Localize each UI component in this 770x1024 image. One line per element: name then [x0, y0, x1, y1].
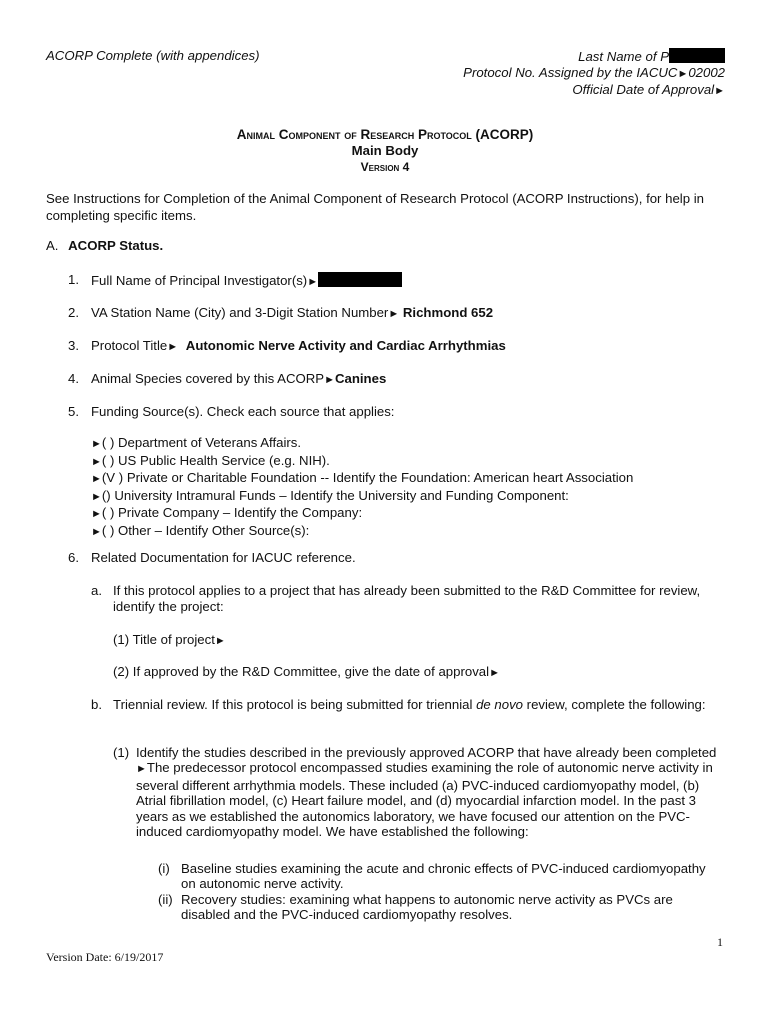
- list-item-number: (i): [158, 861, 170, 876]
- item-2-label: VA Station Name (City) and 3-Digit Station Number: [91, 305, 389, 320]
- arrow-icon: ►: [307, 276, 319, 288]
- document-title: [0, 127, 770, 175]
- sub-a-text: If this protocol applies to a project that has already been submitted to the R&D Committee for review, identify the project:: [113, 583, 701, 614]
- arrow-icon: ►: [388, 308, 400, 320]
- sub-b-letter: b.: [91, 697, 102, 712]
- funding-text: Private or Charitable Foundation -- Identify the Foundation: American heart Association: [126, 470, 634, 486]
- item-1: [91, 272, 402, 290]
- section-letter: A.: [46, 238, 59, 253]
- funding-text: US Public Health Service (e.g. NIH).: [118, 452, 330, 468]
- funding-checkbox[interactable]: ( ): [101, 522, 115, 538]
- sub-a-q1: [113, 632, 226, 649]
- arrow-icon: ►: [91, 455, 102, 468]
- title-line-1: Animal Component of Research Protocol (ACORP): [236, 127, 534, 142]
- item-6-number: 6.: [68, 550, 79, 565]
- header-protocol-info: [463, 48, 725, 99]
- list-item: Baseline studies examining the acute and chronic effects of PVC-induced cardiomyopathy on autonomic nerve activity.: [181, 861, 706, 892]
- q-text: Title of project: [132, 632, 215, 647]
- arrow-icon: ►: [714, 85, 725, 97]
- item-4-number: 4.: [68, 371, 79, 386]
- q-text: If approved by the R&D Committee, give the date of approval: [132, 664, 490, 679]
- item-5-label: Funding Source(s). Check each source that applies:: [91, 404, 395, 419]
- q1-answer-text: The predecessor protocol encompassed studies examining the role of autonomic nerve activity in several different arrhythmia models. These included (a) PVC-induced cardiomyopathy model, (b) Atrial fibrillation model, (c) Heart failure model, and (d) myocardial infarction model. In the past 3 years as we established the autonomics laboratory, we have focused our attention on the PVC-induced cardiomyopathy model. We have established the following:: [136, 760, 713, 840]
- sub-b-q1: [136, 745, 726, 839]
- arrow-icon: ►: [214, 635, 226, 647]
- intro-paragraph: See Instructions for Completion of the Animal Component of Research Protocol (ACORP Instructions), for help in completing specific items.: [46, 191, 704, 223]
- funding-item: [91, 453, 633, 471]
- title-line-3: Version 4: [360, 160, 410, 174]
- arrow-icon: ►: [324, 374, 335, 386]
- item-2: [91, 305, 493, 322]
- arrow-icon: ►: [91, 508, 102, 521]
- arrow-icon: ►: [91, 473, 102, 486]
- q-number: (2): [113, 664, 130, 679]
- last-name-label: Last Name of P: [578, 49, 669, 64]
- item-2-number: 2.: [68, 305, 79, 320]
- funding-text: Private Company – Identify the Company:: [118, 505, 363, 521]
- item-3-value: Autonomic Nerve Activity and Cardiac Arrhythmias: [185, 338, 506, 353]
- arrow-icon: ►: [677, 68, 689, 80]
- funding-checkbox[interactable]: (V ): [101, 470, 124, 486]
- item-1-number: 1.: [68, 272, 79, 287]
- item-4-label: Animal Species covered by this ACORP: [91, 371, 325, 386]
- item-4-value: Canines: [334, 371, 387, 386]
- sub-b-q1-number: (1): [113, 745, 130, 760]
- funding-item: [91, 470, 633, 488]
- item-3-number: 3.: [68, 338, 79, 353]
- sub-b-text: Triennial review. If this protocol is being submitted for triennial de novo review, complete the following:: [113, 697, 706, 712]
- arrow-icon: ►: [489, 667, 500, 679]
- sub-a-letter: a.: [91, 583, 102, 598]
- funding-checkbox[interactable]: ( ): [101, 505, 115, 521]
- arrow-icon: ►: [167, 341, 179, 353]
- arrow-icon: ►: [91, 525, 102, 538]
- title-line-2: Main Body: [351, 143, 419, 158]
- funding-text: University Intramural Funds – Identify the University and Funding Component:: [114, 487, 569, 503]
- list-item-number: (ii): [158, 892, 173, 907]
- funding-checkbox[interactable]: ( ): [101, 435, 115, 450]
- funding-checkbox[interactable]: ( ): [101, 452, 115, 468]
- funding-list: [91, 435, 633, 541]
- funding-item: [91, 523, 633, 541]
- header-doc-type: ACORP Complete (with appendices): [46, 48, 260, 63]
- funding-item: [91, 488, 633, 506]
- section-title: ACORP Status.: [68, 238, 164, 253]
- q-number: (1): [113, 632, 130, 647]
- funding-item: [91, 435, 633, 453]
- q1-answer: [136, 760, 726, 839]
- arrow-icon: ►: [136, 763, 147, 776]
- protocol-no-label: Protocol No. Assigned by the IACUC: [463, 65, 678, 80]
- funding-text: Department of Veterans Affairs.: [118, 435, 302, 450]
- approval-date-label: Official Date of Approval: [572, 82, 715, 97]
- arrow-icon: ►: [91, 490, 102, 503]
- q1-text: Identify the studies described in the previously approved ACORP that have already been completed: [136, 745, 717, 760]
- section-a-heading: [46, 238, 163, 254]
- funding-text: Other – Identify Other Source(s):: [118, 522, 310, 538]
- redaction-bar: [318, 272, 402, 287]
- item-5-number: 5.: [68, 404, 79, 419]
- page-number: 1: [717, 935, 723, 949]
- item-6-label: Related Documentation for IACUC reference.: [91, 550, 356, 565]
- item-4: [91, 371, 386, 388]
- item-2-value: Richmond 652: [402, 305, 494, 320]
- arrow-icon: ►: [91, 438, 102, 450]
- redaction-bar: [669, 48, 725, 63]
- version-date: Version Date: 6/19/2017: [46, 950, 164, 964]
- protocol-no-value: 02002: [688, 65, 725, 80]
- funding-item: [91, 505, 633, 523]
- sub-a-q2: [113, 664, 500, 681]
- funding-checkbox[interactable]: (): [101, 487, 111, 503]
- item-1-label: Full Name of Principal Investigator(s): [91, 273, 308, 288]
- list-item: Recovery studies: examining what happens to autonomic nerve activity as PVCs are disabled and the PVC-induced cardiomyopathy resolves.: [181, 892, 673, 923]
- item-3-label: Protocol Title: [91, 338, 168, 353]
- item-3: [91, 338, 506, 355]
